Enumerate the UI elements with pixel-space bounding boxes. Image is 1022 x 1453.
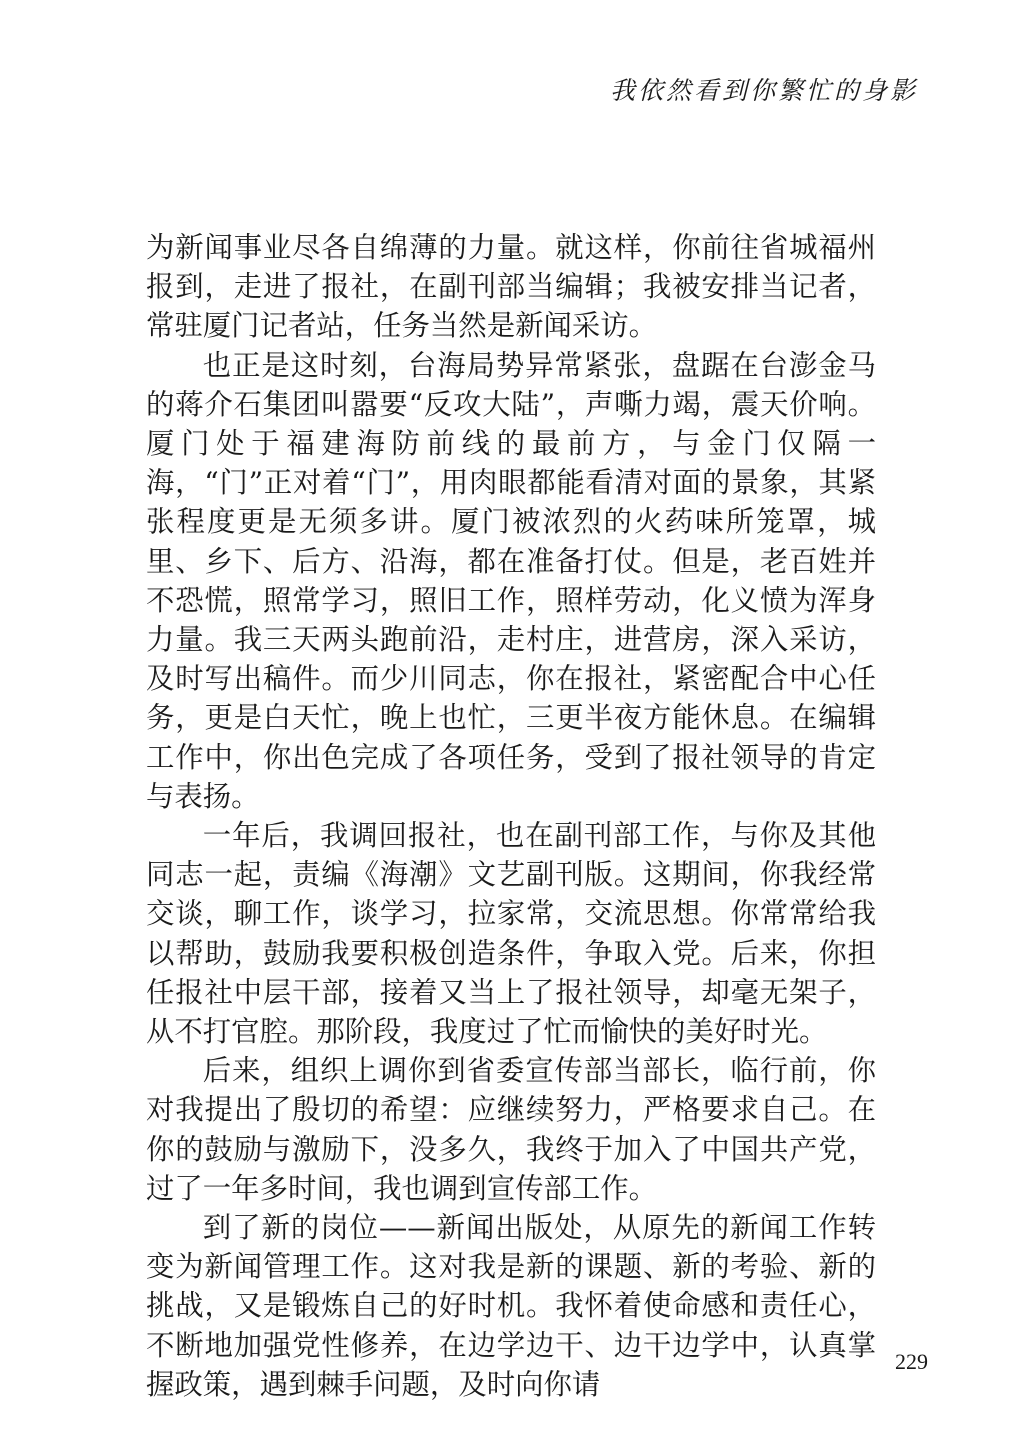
- running-header-title: 我依然看到你繁忙的身影: [609, 76, 918, 105]
- body-text: [146, 228, 876, 1404]
- paragraph: 到了新的岗位——新闻出版处，从原先的新闻工作转变为新闻管理工作。这对我是新的课题、新的考验、新的挑战，又是锻炼自己的好时机。我怀着使命感和责任心，不断地加强党性修养，在边学边干、边干边学中，认真掌握政策，遇到棘手问题，及时向你请: [146, 1211, 876, 1401]
- paragraph: 也正是这时刻，台海局势异常紧张，盘踞在台澎金马的蒋介石集团叫嚣要“反攻大陆”，声嘶力竭，震天价响。厦门处于福建海防前线的最前方，与金门仅隔一海，“门”正对着“门”，用肉眼都能看清对面的景象，其紧张程度更是无须多讲。厦门被浓烈的火药味所笼罩，城里、乡下、后方、沿海，都在准备打仗。但是，老百姓并不恐慌，照常学习，照旧工作，照样劳动，化义愤为浑身力量。我三天两头跑前沿，走村庄，进营房，深入采访，及时写出稿件。而少川同志，你在报社，紧密配合中心任务，更是白天忙，晚上也忙，三更半夜方能休息。在编辑工作中，你出色完成了各项任务，受到了报社领导的肯定与表扬。: [146, 348, 876, 813]
- paragraph: 后来，组织上调你到省委宣传部当部长，临行前，你对我提出了殷切的希望：应继续努力，严格要求自己。在你的鼓励与激励下，没多久，我终于加入了中国共产党，过了一年多时间，我也调到宣传部工作。: [146, 1054, 876, 1205]
- page-number: 229: [895, 1349, 928, 1374]
- header-divider: [146, 122, 918, 123]
- paragraph: 一年后，我调回报社，也在副刊部工作，与你及其他同志一起，责编《海潮》文艺副刊版。这期间，你我经常交谈，聊工作，谈学习，拉家常，交流思想。你常常给我以帮助，鼓励我要积极创造条件，争取入党。后来，你担任报社中层干部，接着又当上了报社领导，却毫无架子，从不打官腔。那阶段，我度过了忙而愉快的美好时光。: [146, 819, 876, 1049]
- paragraph-continuation: 为新闻事业尽各自绵薄的力量。就这样，你前往省城福州报到，走进了报社，在副刊部当编辑；我被安排当记者，常驻厦门记者站，任务当然是新闻采访。: [146, 231, 876, 343]
